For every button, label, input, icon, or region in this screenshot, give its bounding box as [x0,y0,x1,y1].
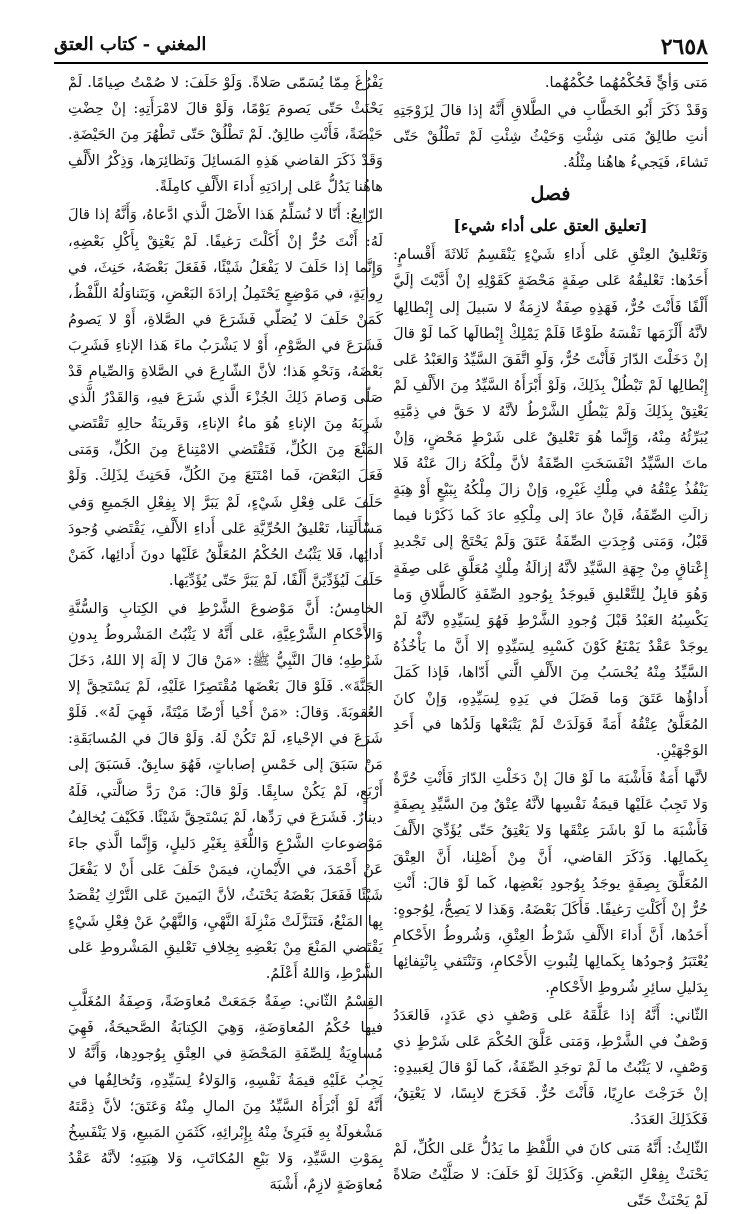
page-number: ٢٦٥٨ [660,34,708,60]
paragraph: مَتى وَأيٍّ فَحُكْمُهُما حُكْمُهُما. [544,74,708,91]
paragraph: القِسْمُ الثّاني: صِفَةٌ جَمَعَتْ مُعاوَضَةً، وَصِفَةُ المُغَلَّبِ فيها حُكْمُ المُعاوَضَةِ، وَهِيَ الكِتابَةُ الصَّحيحَةُ، فَهِيَ مُساوِيَةٌ لِلصِّفَةِ المَحْضَةِ في العِتْقِ بِوُجودِها، وَأَنَّهُ لا يَجِبُ عَلَيْهِ قيمَةُ نَفْسِهِ، وَالوَلاءُ لِسَيِّدِهِ، وَتُخالِفُها في أَنَّهُ لَوْ أَبْرَأَهُ السَّيِّدُ مِنَ المالِ مِنْهُ وَعَتَقَ؛ لأنَّ ذِمَّتَهُ مَشْغولَةٌ بِهِ فَبَرِئَ مِنْهُ بِإِبْرائِهِ، كَثَمَنِ المَبيعِ، وَلا يَنْفَسِخُ بِمَوْتِ السَّيِّدِ، وَلا بَيْعِ المُكاتَبِ، وَلا هِبَتِهِ؛ لأنَّهُ عَقْدُ مُعاوَضَةٍ لازِمٌ، أَشْبَهَ [68,993,383,1193]
right-column [393,70,708,1209]
paragraph: لأنَّها أَمَةٌ فَأَشْبَهَ ما لَوْ قالَ إنْ دَخَلْتِ الدّارَ فَأَنْتِ حُرَّةٌ وَلا تَجِبُ عَلَيْها قيمَةُ نَفْسِها لأنَّهُ عِتْقٌ مِنَ السَّيِّدِ بِصِفَةٍ فَأَشْبَهَ ما لَوْ باشَرَ عِتْقَها وَلا يَعْتِقُ حَتّى يُؤَدِّيَ الأَلْفَ بِكَمالِها. وَذَكَرَ القاضي، أَنَّ مِنْ أَصْلِنا، أَنَّ العِتْقَ المُعَلَّقَ بِصِفَةٍ يوجَدُ بِوُجودِ بَعْضِها، كَما لَوْ قالَ: أَنْتِ حُرٌّ إنْ أَكَلْتِ رَغيفًا. فَأَكَلَ بَعْضَهُ. وَهَذا لا يَصِحُّ، لِوُجوهٍ: أَحَدُها، أَنَّ أَداءَ الأَلْفِ شَرْطُ العِتْقِ، وَشُروطُ الأَحْكامِ يُعْتَبَرُ وُجودُها بِكَمالِها لِثُبوتِ الأَحْكامِ، وَتَنْتَفي بِانْتِفائِها بِدَليلِ سائِرِ شُروطِ الأَحْكامِ. [393,770,708,996]
page-header [54,34,708,64]
paragraph: الرّابِعُ: أَنّا لا نُسَلِّمُ هَذا الأَصْلَ الَّذي ادَّعاهُ، وَأَنَّهُ إذا قالَ لَهُ: أَنْتَ حُرٌّ إنْ أَكَلْتَ رَغيفًا. لَمْ يَعْتِقْ بِأَكْلِ بَعْضِهِ، وَإِنَّما إذا حَلَفَ لا يَفْعَلُ شَيْئًا، فَفَعَلَ بَعْضَهُ، حَنِثَ، في رِوايَةٍ، في مَوْضِعٍ يَحْتَمِلُ إرادَةَ البَعْضِ، وَيَتَناوَلُهُ اللَّفْظُ، كَمَنْ حَلَفَ لا يُصَلّي فَشَرَعَ في الصَّلاةِ، أَوْ لا يَصومُ فَشَرَعَ في الصَّوْمِ، أَوْ لا يَشْرَبُ ماءَ هَذا الإناءِ فَشَرِبَ بَعْضَهُ، وَنَحْوِ هَذا؛ لأنَّ الشّارِعَ في الصَّلاةِ وَالصِّيامِ قَدْ صَلّى وَصامَ ذَلِكَ الجُزْءَ الَّذي شَرَعَ فيهِ، وَالقَدْرُ الَّذي شَرِبَهُ مِنَ الإناءِ هُوَ ماءُ الإناءِ، وَقَرينَةُ حالِهِ تَقْتَضي المَنْعَ مِنَ الكُلِّ، فَتَقْتَضي الامْتِناعَ مِنَ الكُلِّ، وَمَتى فَعَلَ البَعْضَ، فَما امْتَنَعَ مِنَ الكُلِّ، فَحَنِثَ لِذَلِكَ. وَلَوْ حَلَفَ عَلى فِعْلِ شَيْءٍ، لَمْ يَبَرَّ إلا بِفِعْلِ الجَميعِ وَفي مَسْأَلَتِنا، تَعْليقُ الحُرِّيَّةِ عَلى أَداءِ الأَلْفِ، يَقْتَضي وُجودَ أَدائِها، فَلا يَثْبُتُ الحُكْمُ المُعَلَّقُ عَلَيْها دونَ أَدائِها، كَمَنْ حَلَفَ لَيُؤَدِّيَنَّ أَلْفًا، لَمْ يَبَرَّ حَتّى يُؤَدِّيَها. [68,206,383,589]
left-column [68,70,383,1193]
section-subheading: [تعليق العتق على أداء شيء] [453,216,648,236]
paragraph: الثّاني: أَنَّهُ إذا عَلَّقَهُ عَلى وَصْفٍ ذي عَدَدٍ، فَالعَدَدُ وَصْفٌ في الشَّرْطِ، وَمَتى عَلَّقَ الحُكْمَ عَلى شَرْطٍ ذي وَصْفٍ، لا يَثْبُتُ ما لَمْ توجَدِ الصِّفَةُ، كَما لَوْ قالَ لِعَبيدِهِ: إنْ خَرَجْتَ عارِيًا، فَأَنْتَ حُرٌّ. فَخَرَجَ لابِسًا، لا يَعْتِقُ، فَكَذَلِكَ العَدَدُ. [393,1007,708,1129]
paragraph: الخامِسُ: أَنَّ مَوْضوعَ الشَّرْطِ في الكِتابِ وَالسُّنَّةِ وَالأَحْكامِ الشَّرْعِيَّةِ، عَلى أَنَّهُ لا يَثْبُتُ المَشْروطُ بِدونِ شَرْطِهِ؛ قالَ النَّبِيُّ ﷺ: «مَنْ قالَ لا إلَهَ إلا اللهُ، دَخَلَ الجَنَّةَ». فَلَوْ قالَ بَعْضَها مُقْتَصِرًا عَلَيْهِ، لَمْ يَسْتَحِقَّ إلا العُقوبَةَ. وَقالَ: «مَنْ أَحْيا أَرْضًا مَيْتَةً، فَهِيَ لَهُ». فَلَوْ شَرَعَ في الإحْياءِ، لَمْ تَكُنْ لَهُ. وَلَوْ قالَ في المُسابَقَةِ: مَنْ سَبَقَ إلى خَمْسِ إصاباتٍ، فَهُوَ سابِقٌ. فَسَبَقَ إلى أَرْبَعٍ، لَمْ يَكُنْ سابِقًا. وَلَوْ قالَ: مَنْ رَدَّ ضالَّتي، فَلَهُ دينارٌ. فَشَرَعَ في رَدِّها، لَمْ يَسْتَحِقَّ شَيْئًا. فَكَيْفَ يُخالِفُ مَوْضوعاتِ الشَّرْعِ وَاللُّغَةِ بِغَيْرِ دَليلٍ، وَإِنَّما الَّذي جاءَ عَنْ أَحْمَدَ، في الأَيْمانِ، فيمَنْ حَلَفَ عَلى أَنْ لا يَفْعَلَ شَيْئًا فَفَعَلَ بَعْضَهُ يَحْنَثُ، لأنَّ اليَمينَ عَلى التَّرْكِ يُقْصَدُ بِها المَنْعُ، فَتَنَزَّلَتْ مَنْزِلَةَ النَّهْيِ، وَالنَّهْيُ عَنْ فِعْلِ شَيْءٍ يَقْتَضي المَنْعَ مِنْ بَعْضِهِ بِخِلافِ تَعْليقِ المَشْروطِ عَلى الشَّرْطِ، وَاللهُ أَعْلَمُ. [68,599,383,983]
running-title: المغني - كتاب العتق [54,34,207,55]
paragraph: الثّالِثُ: أَنَّهُ مَتى كانَ في اللَّفْظِ ما يَدُلُّ عَلى الكُلِّ، لَمْ يَحْنَثْ بِفِعْلِ البَعْضِ. وَكَذَلِكَ لَوْ حَلَفَ: لا صَلَّيْتُ صَلاةً لَمْ يَحْنَثْ حَتّى [393,1139,708,1209]
paragraph: وَتَعْليقُ العِتْقِ عَلى أَداءِ شَيْءٍ يَنْقَسِمُ ثَلاثَةَ أَقْسامٍ: أَحَدُها: تَعْليقُهُ عَلى صِفَةٍ مَحْضَةٍ كَقَوْلِهِ إنْ أَدَّيْتَ إلَيَّ أَلْفًا فَأَنْتَ حُرٌّ، فَهَذِهِ صِفَةٌ لازِمَةٌ لا سَبيلَ إلى إِبْطالِها لأنَّهُ أَلْزَمَها نَفْسَهُ طَوْعًا فَلَمْ يَمْلِكْ إِبْطالَها كَما لَوْ قالَ إنْ دَخَلْتَ الدّارَ فَأَنْتَ حُرٌّ، وَلَوِ اتَّفَقَ السَّيِّدُ وَالعَبْدُ عَلى إِبْطالِها لَمْ تَبْطُلْ بِذَلِكَ، وَلَوْ أَبْرَأَهُ السَّيِّدُ مِنَ الأَلْفِ لَمْ يَعْتِقْ بِذَلِكَ وَلَمْ يَبْطُلِ الشَّرْطُ لأنَّهُ لا حَقَّ في ذِمَّتِهِ يُبَرِّئُهُ مِنْهُ، وَإِنَّما هُوَ تَعْليقٌ عَلى شَرْطٍ مَحْضٍ، وَإنْ ماتَ السَّيِّدُ انْفَسَخَتِ الصِّفَةُ لأنَّ مِلْكَهُ زالَ عَنْهُ فَلا يَنْفُذُ عِتْقُهُ في مِلْكِ غَيْرِهِ، وَإنْ زالَ مِلْكُهُ بِبَيْعٍ أَوْ هِبَةٍ زالَتِ الصِّفَةُ، فَإنْ عادَ إلى مِلْكِهِ عادَ كَما ذَكَرْنا فيما قَبْلُ، وَمَتى وُجِدَتِ الصِّفَةُ عَتَقَ وَلَمْ يَحْتَجْ إلى تَجْديدِ إِعْتاقٍ مِنْ جِهَةِ السَّيِّدِ لأنَّهُ إزالَةُ مِلْكٍ مُعَلَّقٍ عَلى صِفَةٍ وَهُوَ قابِلٌ لِلتَّعْليقِ فَيوجَدُ بِوُجودِ الصِّفَةِ كَالطَّلاقِ وَما يَكْسِبُهُ العَبْدُ قَبْلَ وُجودِ الشَّرْطِ فَهُوَ لِسَيِّدِهِ لأنَّهُ لَمْ يوجَدْ عَقْدٌ يَمْنَعُ كَوْنَ كَسْبِهِ لِسَيِّدِهِ إلا أَنَّ ما يَأْخُذُهُ السَّيِّدُ مِنْهُ يُحْسَبُ مِنَ الأَلْفِ الَّتي أَدّاها، فَإذا كَمَلَ أَداؤُها عَتَقَ وَما فَضَلَ في يَدِهِ لِسَيِّدِهِ، وَإنْ كانَ المُعَلَّقُ عِتْقُهُ أَمَةً فَوَلَدَتْ لَمْ يَتْبَعْها وَلَدُها في أَحَدِ الوَجْهَيْنِ. [393,246,708,760]
section-heading: فصل [530,183,571,206]
paragraph: وَقَدْ ذَكَرَ أَبُو الخَطَّابِ في الطَّلاقِ أَنَّهُ إذا قالَ لِزَوْجَتِهِ أنتِ طالِقٌ مَتى شِئْتِ وَحَيْثُ شِئْتِ لَمْ تَطْلُقْ حَتّى تَشاءَ، فَيَجيءُ هاهُنا مِثْلُهُ. [393,102,708,172]
paragraph: يَفْرُغَ مِمّا يُسَمّى صَلاةً. وَلَوْ حَلَفَ: لا صُمْتُ صِيامًا. لَمْ يَحْنَثْ حَتّى يَصومَ يَوْمًا، وَلَوْ قالَ لامْرَأَتِهِ: إنْ حِضْتِ حَيْضَةً، فَأَنْتِ طالِقٌ. لَمْ تَطْلُقْ حَتّى تَطْهُرَ مِنَ الحَيْضَةِ. وَقَدْ ذَكَرَ القاضي هَذِهِ المَسائِلَ وَنَظائِرَها، وَذِكْرُ الأَلْفِ هاهُنا يَدُلُّ عَلى إرادَتِهِ أَداءَ الأَلْفِ كامِلَةً. [68,74,383,196]
